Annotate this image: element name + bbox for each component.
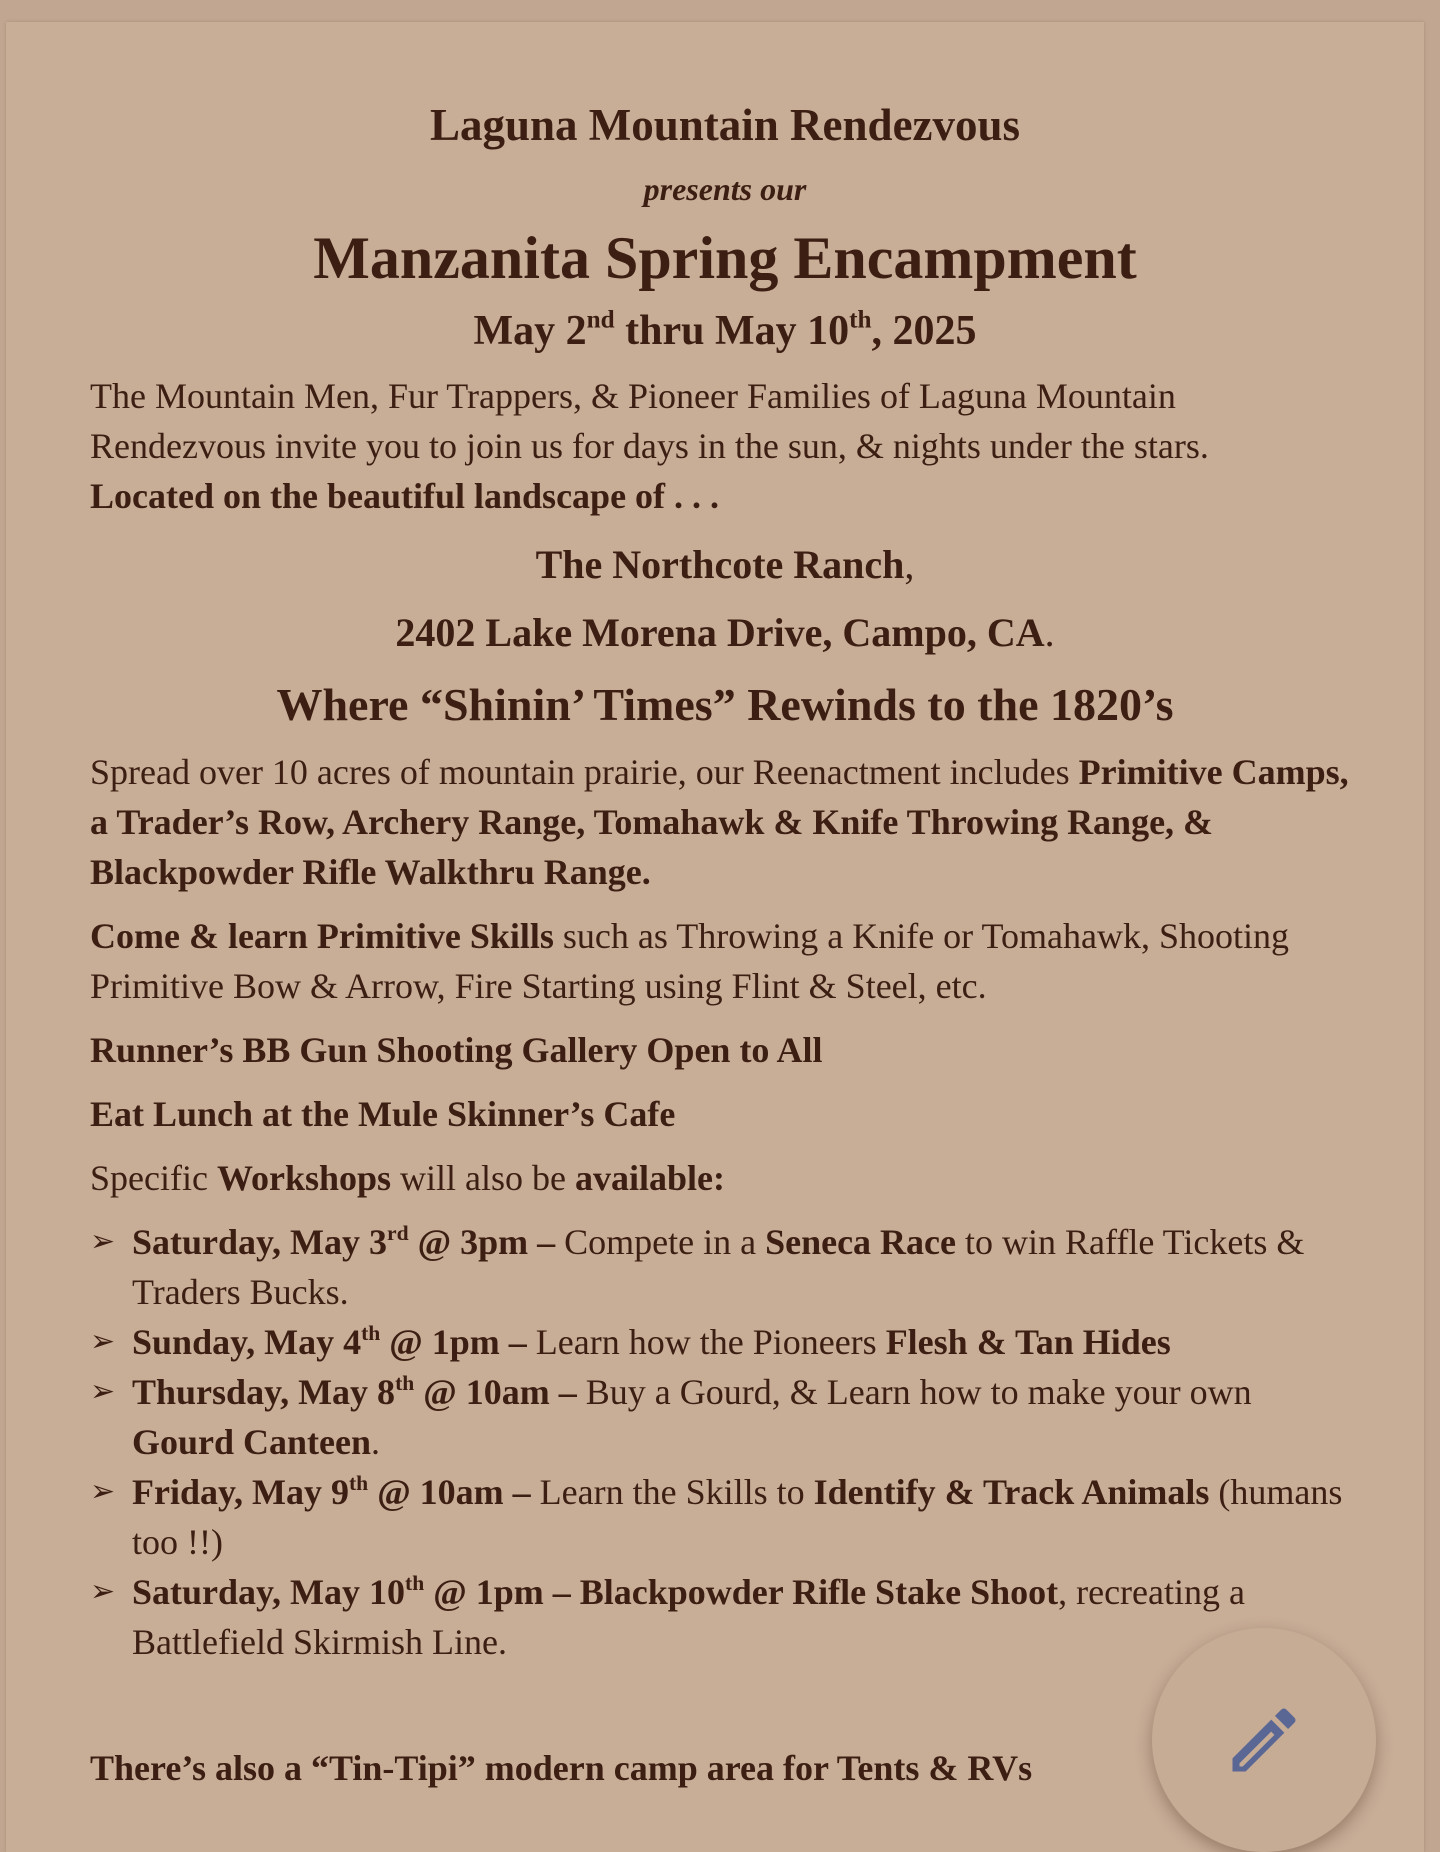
workshop-desc-end: , recreating a Battlefield Skirmish Line. — [132, 1572, 1245, 1663]
pencil-icon — [1222, 1698, 1306, 1782]
skills-bold: Come & learn Primitive Skills — [90, 916, 554, 957]
workshop-item — [90, 1367, 1360, 1467]
located-text: Located on the beautiful landscape of . . . — [90, 475, 720, 516]
workshop-when — [132, 1572, 1058, 1612]
skills-paragraph — [90, 911, 1360, 1011]
event-dates — [90, 306, 1360, 356]
arrow-bullet-icon: ➢ — [90, 1574, 116, 1610]
spread-paragraph — [90, 747, 1360, 897]
spread-plain: Spread over 10 acres of mountain prairie, our Reenactment includes — [90, 752, 1079, 793]
workshop-time: @ 1pm – Blackpowder Rifle Stake Shoot — [424, 1572, 1059, 1613]
workshop-item — [90, 1567, 1360, 1667]
end-date-suffix: th — [849, 307, 872, 335]
workshop-time: @ 10am – — [368, 1472, 531, 1513]
spread-bold: Primitive Camps, a Trader’s Row, Archery Range, Tomahawk & Knife Throwing Range, & Blackpowder Rifle Walkthru Range. — [90, 752, 1349, 893]
workshop-when — [132, 1472, 531, 1512]
workshop-day-suffix: th — [361, 1321, 381, 1346]
arrow-bullet-icon: ➢ — [90, 1474, 116, 1510]
flyer-content — [90, 78, 1360, 1793]
arrow-bullet-icon: ➢ — [90, 1224, 116, 1260]
workshop-desc-end: . — [371, 1422, 381, 1463]
address-period: . — [1044, 609, 1055, 655]
workshop-highlight: Flesh & Tan Hides — [885, 1322, 1171, 1363]
workshop-when — [132, 1372, 577, 1412]
ranch-comma: , — [904, 541, 915, 587]
document-page — [6, 22, 1424, 1852]
intro-paragraph — [90, 371, 1360, 521]
workshop-when — [132, 1222, 555, 1262]
workshop-desc-end: (humans too !!) — [132, 1472, 1343, 1563]
event-title: Manzanita Spring Encampment — [313, 225, 1137, 292]
start-date-suffix: nd — [586, 307, 615, 335]
event-year: , 2025 — [871, 308, 977, 355]
tagline: Where “Shinin’ Times” Rewinds to the 1820’s — [276, 678, 1174, 730]
workshops-intro-b2: available: — [575, 1158, 726, 1199]
start-date: May 2 — [473, 308, 587, 355]
presents-line: presents our — [643, 171, 807, 207]
workshop-highlight: Gourd Canteen — [132, 1422, 372, 1463]
workshop-when — [132, 1322, 527, 1362]
skills-plain: such as Throwing a Knife or Tomahawk, Shooting Primitive Bow & Arrow, Fire Starting using Flint & Steel, etc. — [90, 916, 1289, 1007]
workshop-day: Friday, May 9 — [132, 1472, 349, 1513]
workshop-item — [90, 1217, 1360, 1317]
workshop-time: @ 3pm – — [408, 1222, 556, 1263]
workshop-day-suffix: th — [405, 1571, 425, 1596]
arrow-bullet-icon: ➢ — [90, 1374, 116, 1410]
dates-thru: thru — [614, 308, 715, 355]
workshops-intro-p2: will also be — [391, 1158, 576, 1199]
workshop-day: Thursday, May 8 — [132, 1372, 396, 1413]
workshop-desc-end: to win Raffle Tickets & Traders Bucks. — [132, 1222, 1305, 1313]
workshop-item — [90, 1317, 1360, 1367]
workshop-desc: Learn the Skills to — [530, 1472, 814, 1513]
organization-name: Laguna Mountain Rendezvous — [429, 100, 1021, 150]
end-date: May 10 — [714, 308, 850, 355]
workshop-desc: Learn how the Pioneers — [526, 1322, 886, 1363]
workshop-list — [90, 1217, 1360, 1667]
workshop-desc: Compete in a — [555, 1222, 766, 1263]
intro-text: The Mountain Men, Fur Trappers, & Pioneer Families of Laguna Mountain Rendezvous invite you to join us for days in the sun, & nights under the stars. — [90, 375, 1209, 466]
workshop-highlight: Identify & Track Animals — [813, 1472, 1210, 1513]
ranch-address — [90, 603, 1360, 663]
ranch-address-text: 2402 Lake Morena Drive, Campo, CA — [395, 609, 1045, 655]
lunch-line: Eat Lunch at the Mule Skinner’s Cafe — [90, 1094, 676, 1135]
workshop-time: @ 1pm – — [380, 1322, 527, 1363]
workshop-item — [90, 1467, 1360, 1567]
edit-button[interactable] — [1152, 1628, 1376, 1852]
workshop-day-suffix: th — [348, 1471, 369, 1496]
workshop-day-suffix: rd — [387, 1221, 409, 1246]
bb-gun-line: Runner’s BB Gun Shooting Gallery Open to All — [90, 1030, 823, 1071]
workshop-day-suffix: th — [395, 1371, 415, 1396]
ranch-name — [90, 535, 1360, 595]
workshop-day: Saturday, May 10 — [132, 1572, 406, 1613]
workshop-day: Saturday, May 3 — [132, 1222, 388, 1263]
workshops-intro — [90, 1153, 1360, 1203]
workshops-intro-b1: Workshops — [216, 1158, 392, 1199]
ranch-name-text: The Northcote Ranch — [535, 541, 905, 587]
workshops-intro-p1: Specific — [90, 1158, 217, 1199]
workshop-day: Sunday, May 4 — [132, 1322, 362, 1363]
workshop-time: @ 10am – — [414, 1372, 577, 1413]
arrow-bullet-icon: ➢ — [90, 1324, 116, 1360]
workshop-highlight: Seneca Race — [765, 1222, 957, 1263]
tin-tipi-line: There’s also a “Tin-Tipi” modern camp area for Tents & RVs — [90, 1748, 1033, 1789]
workshop-desc: Buy a Gourd, & Learn how to make your own — [576, 1372, 1252, 1413]
